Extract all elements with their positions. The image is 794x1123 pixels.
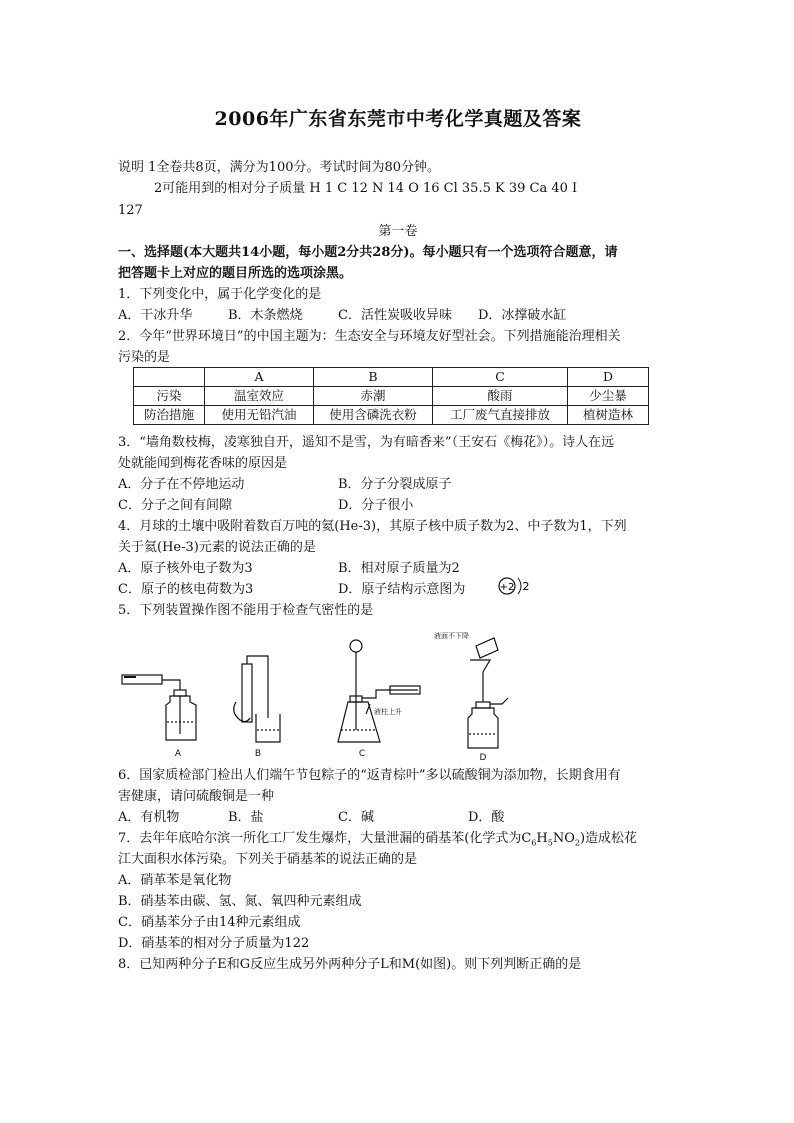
pollution-table: [133, 367, 649, 425]
table-cell: 使用无铅汽油: [205, 406, 314, 425]
table-cell: D: [568, 368, 649, 387]
apparatus-label-a: A: [174, 749, 182, 759]
q6-stem-1: 6．国家质检部门检出人们端午节包粽子的“返青棕叶”多以硫酸铜为添加物，长期食用有: [118, 768, 621, 783]
page-title: 2006年广东省东莞市中考化学真题及答案: [214, 108, 582, 130]
apparatus-b-test-tube: [242, 664, 252, 722]
q3-option-c: C．分子之间有间隙: [118, 498, 232, 513]
q7-option-a: A．硝革苯是氧化物: [118, 873, 232, 888]
q7-formula-h: 5: [547, 838, 553, 848]
q7-option-c: C．硝基苯分子由14种元素组成: [118, 915, 301, 930]
q6-option-d: D．酸: [468, 810, 505, 825]
helium-atom-diagram-icon: [498, 575, 532, 597]
q6-option-a: A．有机物: [118, 810, 180, 825]
table-cell: 赤潮: [314, 387, 433, 406]
apparatus-d-beaker: [476, 638, 498, 658]
apparatus-label-b: B: [254, 749, 262, 759]
table-cell: C: [433, 368, 568, 387]
q1-option-c: C．活性炭吸收异味: [338, 308, 452, 323]
q6-option-c: C．碱: [338, 810, 374, 825]
table-cell: 植树造林: [568, 406, 649, 425]
q4-options-row-1: [118, 559, 460, 578]
q5-stem: 5．下列装置操作图不能用于检查气密性的是: [118, 603, 374, 618]
q4-stem-1: 4．月球的土壤中吸附着数百万吨的氦(He-3)，其原子核中质子数为2、中子数为1，下列: [118, 519, 627, 534]
q1-option-a: A．干冰升华: [118, 308, 193, 323]
table-row: [134, 406, 649, 425]
q4-option-d: D．原子结构示意图为: [338, 582, 466, 597]
table-cell: 污染: [134, 387, 205, 406]
q4-option-a: A．原子核外电子数为3: [118, 561, 253, 576]
q7-stem-1-text: 7．去年年底哈尔滨一所化工厂发生爆炸，大量泄漏的硝基苯(化学式为C: [118, 831, 532, 846]
table-cell: [134, 368, 205, 387]
table-cell: 酸雨: [433, 387, 568, 406]
notes-line-3: 127: [118, 203, 143, 218]
q4-stem-2: 关于氦(He-3)元素的说法正确的是: [118, 540, 316, 555]
atom-shell-label: 2: [522, 580, 530, 593]
q7-formula-c: 6: [531, 838, 537, 848]
q3-stem-1: 3．“墙角数枝梅，凌寒独自开，遥知不是雪，为有暗香来”（王安石《梅花》）。诗人在远: [118, 435, 615, 450]
table-cell: 防治措施: [134, 406, 205, 425]
q3-options-row-2: [118, 496, 413, 515]
q7-stem-2: 江大面积水体污染。下列关于硝基苯的说法正确的是: [118, 852, 418, 867]
q6-options: [118, 808, 504, 827]
q3-option-b: B．分子分裂成原子: [338, 477, 452, 492]
notes-line-2: 2可能用到的相对分子质量 H 1 C 12 N 14 O 16 Cl 35.5 K 39 Ca 40 I: [154, 181, 578, 196]
apparatus-d-note: 液面不下降: [434, 632, 469, 640]
table-row: [134, 387, 649, 406]
q3-option-d: D．分子很小: [338, 498, 414, 513]
q3-stem-2: 处就能闻到梅花香味的原因是: [118, 456, 288, 471]
q1-options: [118, 306, 566, 325]
q4-option-c: C．原子的核电荷数为3: [118, 582, 254, 597]
q7-stem-1-end: )造成松花: [579, 831, 638, 846]
q6-stem-2: 害健康，请问硫酸铜是一种: [118, 789, 275, 804]
q6-option-b: B．盐: [228, 810, 264, 825]
q2-stem-2: 污染的是: [118, 350, 171, 365]
q4-option-b: B．相对原子质量为2: [338, 561, 460, 576]
table-cell: B: [314, 368, 433, 387]
section-heading-2: 把答题卡上对应的题目所选的选项涂黑。: [118, 266, 353, 281]
q7-option-d: D．硝基苯的相对分子质量为122: [118, 936, 310, 951]
atom-nucleus-label: +2: [499, 582, 515, 593]
q7-formula-h-pre: H: [536, 831, 548, 846]
q4-options-row-2: [118, 580, 465, 599]
q1-option-b: B．木条燃烧: [228, 308, 303, 323]
table-cell: 工厂废气直接排放: [433, 406, 568, 425]
q3-option-a: A．分子在不停地运动: [118, 477, 245, 492]
table-cell: A: [205, 368, 314, 387]
apparatus-a-bottle: [166, 696, 196, 740]
q3-options-row-1: [118, 475, 452, 494]
q8-stem: 8．已知两种分子E和G反应生成另外两种分子L和M(如图)。则下列判断正确的是: [118, 957, 582, 972]
table-cell: 使用含磷洗衣粉: [314, 406, 433, 425]
notes-line-1: 说明 1全卷共8页，满分为100分。考试时间为80分钟。: [118, 160, 441, 175]
table-cell: 温室效应: [205, 387, 314, 406]
part-title: 第一卷: [378, 224, 418, 239]
apparatus-label-c: C: [358, 749, 366, 759]
apparatus-label-d: D: [479, 753, 487, 760]
q1-stem: 1．下列变化中，属于化学变化的是: [118, 287, 322, 302]
section-heading-1: 一、选择题(本大题共14小题，每小题2分共28分)。每小题只有一个选项符合题意，请: [118, 245, 618, 260]
q7-formula-no: NO: [552, 831, 575, 846]
q7-formula-o: 2: [574, 838, 580, 848]
table-row: [134, 368, 649, 387]
apparatus-diagrams: [118, 630, 538, 760]
q1-option-d: D．冰撑破水缸: [478, 308, 567, 323]
apparatus-d-bottle: [468, 708, 498, 748]
q7-option-b: B．硝基苯由碳、氢、氮、氧四种元素组成: [118, 894, 362, 909]
apparatus-c-funnel: [350, 640, 362, 652]
table-cell: 少尘暴: [568, 387, 649, 406]
apparatus-c-note: 液柱上升: [374, 708, 402, 716]
q2-stem-1: 2．今年“世界环境日”的中国主题为：生态安全与环境友好型社会。下列措施能治理相关: [118, 329, 621, 344]
